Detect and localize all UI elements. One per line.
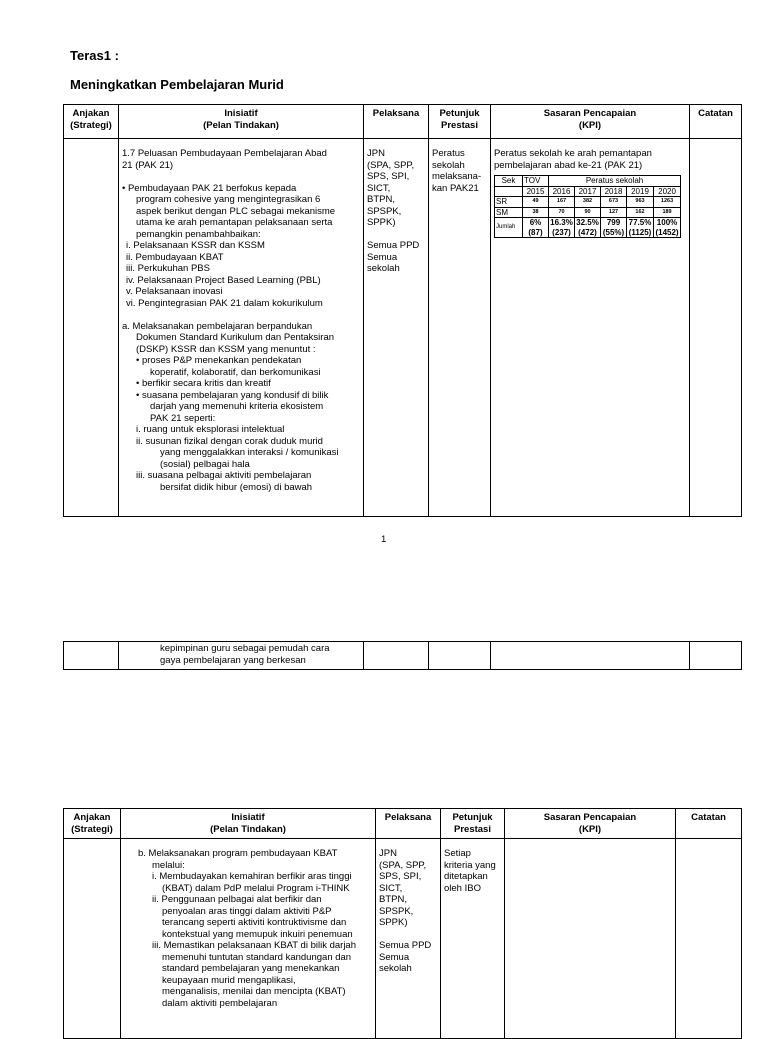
kpi-row-label: SM [495,207,523,218]
pelaksana-cell [364,642,429,670]
catatan-cell [690,139,742,517]
kpi-year: 2016 [549,186,575,197]
petunjuk-cell: Setiap kriteria yang ditetapkan oleh IBO [441,839,505,1039]
header-sasaran: Sasaran Pencapaian (KPI) [491,105,690,139]
strategy-table-2 [63,808,742,1039]
kpi-row-label: SR [495,197,523,208]
strategy-table-1 [63,104,742,517]
header-strategi: Anjakan (Strategi) [64,809,121,839]
petunjuk-cell [429,642,491,670]
kpi-value: 382 [575,197,601,208]
kpi-value: 189 [654,207,681,218]
header-petunjuk: Petunjuk Prestasi [429,105,491,139]
header-inisiatif: Inisiatif (Pelan Tindakan) [119,105,364,139]
strategy-table-continuation [63,641,742,670]
catatan-cell [690,642,742,670]
strategi-cell [64,839,121,1039]
kpi-value: 90 [575,207,601,218]
header-petunjuk: Petunjuk Prestasi [441,809,505,839]
kpi-year: 2018 [601,186,627,197]
kpi-value: 49 [523,197,549,208]
kpi-year: 2017 [575,186,601,197]
kpi-jumlah-cell: 77.5% (1125) [627,218,654,238]
kpi-value: 963 [627,197,654,208]
kpi-value: 162 [627,207,654,218]
kpi-jumlah-cell: 6% (87) [523,218,549,238]
kpi-value: 127 [601,207,627,218]
kpi-value: 1263 [654,197,681,208]
inisiatif-cell: b. Melaksanakan program pembudayaan KBAT melalui: i. Membudayakan kemahiran berfikir aras tinggi (KBAT) dalam PdP melalui Program i-THINK ii. Penggunaan pelbagai alat berfikir dan penyoalan aras tinggi dalam aktiviti P&P terancang seperti aktiviti kontruktivisme dan kontekstual yang memupuk inkuiri penemuan iii. Memastikan pelaksanaan KBAT di bilik darjah memenuhi tuntutan standard kandungan dan standard pembelajaran yang menekankan keupayaan murid mengaplikasi, menganalisis, menilai dan mencipta (KBAT) dalam aktiviti pembelajaran [121,839,376,1039]
kpi-jumlah-cell: 799 (55%) [601,218,627,238]
kpi-table [494,175,681,238]
kpi-year: 2015 [523,186,549,197]
kpi-jumlah-cell: 16.3% (237) [550,218,573,237]
page-heading-teras: Teras1 : [70,48,119,63]
inisiatif-cell: 1.7 Peluasan Pembudayaan Pembelajaran Abad 21 (PAK 21) • Pembudayaan PAK 21 berfokus kepada program cohesive yang mengintegrasikan 6 aspek berikut dengan PLC sebagai mekanisme utama ke arah pemantapan pelaksanaan serta pemangkin penambahbaikan: i. Pelaksanaan KSSR dan KSSM ii. Pembudayaan KBAT iii. Perkukuhan PBS iv. Pelaksanaan Project Based Learning (PBL) v. Pelaksanaan inovasi vi. Pengintegrasian PAK 21 dalam kokurikulum a. Melaksanakan pembelajaran berpandukan Dokumen Standard Kurikulum dan Pentaksiran (DSKP) KSSR dan KSSM yang menuntut : • proses P&P menekankan pendekatan koperatif, kolaboratif, dan berkomunikasi • berfikir secara kritis dan kreatif • suasana pembelajaran yang kondusif di bilik darjah yang memenuhi kriteria ekosistem PAK 21 seperti: i. ruang untuk eksplorasi intelektual ii. susunan fizikal dengan corak duduk murid yang menggalakkan interaksi / komunikasi (sosial) pelbagai hala iii. suasana pelbagai aktiviti pembelajaran bersifat didik hibur (emosi) di bawah [119,139,364,517]
kpi-tov-label: TOV [523,176,549,187]
header-strategi: Anjakan (Strategi) [64,105,119,139]
strategi-cell [64,139,119,517]
header-catatan: Catatan [676,809,742,839]
kpi-value: 70 [549,207,575,218]
sasaran-cell [491,642,690,670]
catatan-cell [676,839,742,1039]
petunjuk-cell: Peratus sekolah melaksana- kan PAK21 [429,139,491,517]
header-catatan: Catatan [690,105,742,139]
kpi-jumlah-cell: 100% (1452) [655,218,679,237]
inisiatif-cell: kepimpinan guru sebagai pemudah cara gaya pembelajaran yang berkesan [119,642,364,670]
kpi-jumlah-label: Jumlah [495,218,523,238]
header-pelaksana: Pelaksana [376,809,441,839]
sasaran-cell [505,839,676,1039]
kpi-value: 673 [601,197,627,208]
pelaksana-cell: JPN (SPA, SPP, SPS, SPI, SICT, BTPN, SPSPK, SPPK) Semua PPD Semua sekolah [376,839,441,1039]
strategi-cell [64,642,119,670]
header-inisiatif: Inisiatif (Pelan Tindakan) [121,809,376,839]
kpi-value: 167 [549,197,575,208]
sasaran-cell: Peratus sekolah ke arah pemantapan pembelajaran abad ke-21 (PAK 21) Sek TOV Peratus sekolah 2015 2016 2017 2018 2019 2020 SR 49 167 382 673 963 1263 SM 38 70 90 127 162 189 Jumlah 6% (87) 16.3% (237) 32.5% (472) 799 (55%) 77.5% (1125) 100% (1452) [491,139,690,517]
header-sasaran: Sasaran Pencapaian (KPI) [505,809,676,839]
kpi-sek-label: Sek [495,176,523,187]
kpi-value: 38 [523,207,549,218]
kpi-group-label: Peratus sekolah [549,176,681,187]
page-heading-subtitle: Meningkatkan Pembelajaran Murid [70,77,284,92]
pelaksana-cell: JPN (SPA, SPP, SPS, SPI, SICT, BTPN, SPSPK, SPPK) Semua PPD Semua sekolah [364,139,429,517]
kpi-year: 2019 [627,186,654,197]
kpi-jumlah-cell: 32.5% (472) [576,218,599,237]
page-number: 1 [381,534,387,545]
kpi-year: 2020 [654,186,681,197]
header-pelaksana: Pelaksana [364,105,429,139]
